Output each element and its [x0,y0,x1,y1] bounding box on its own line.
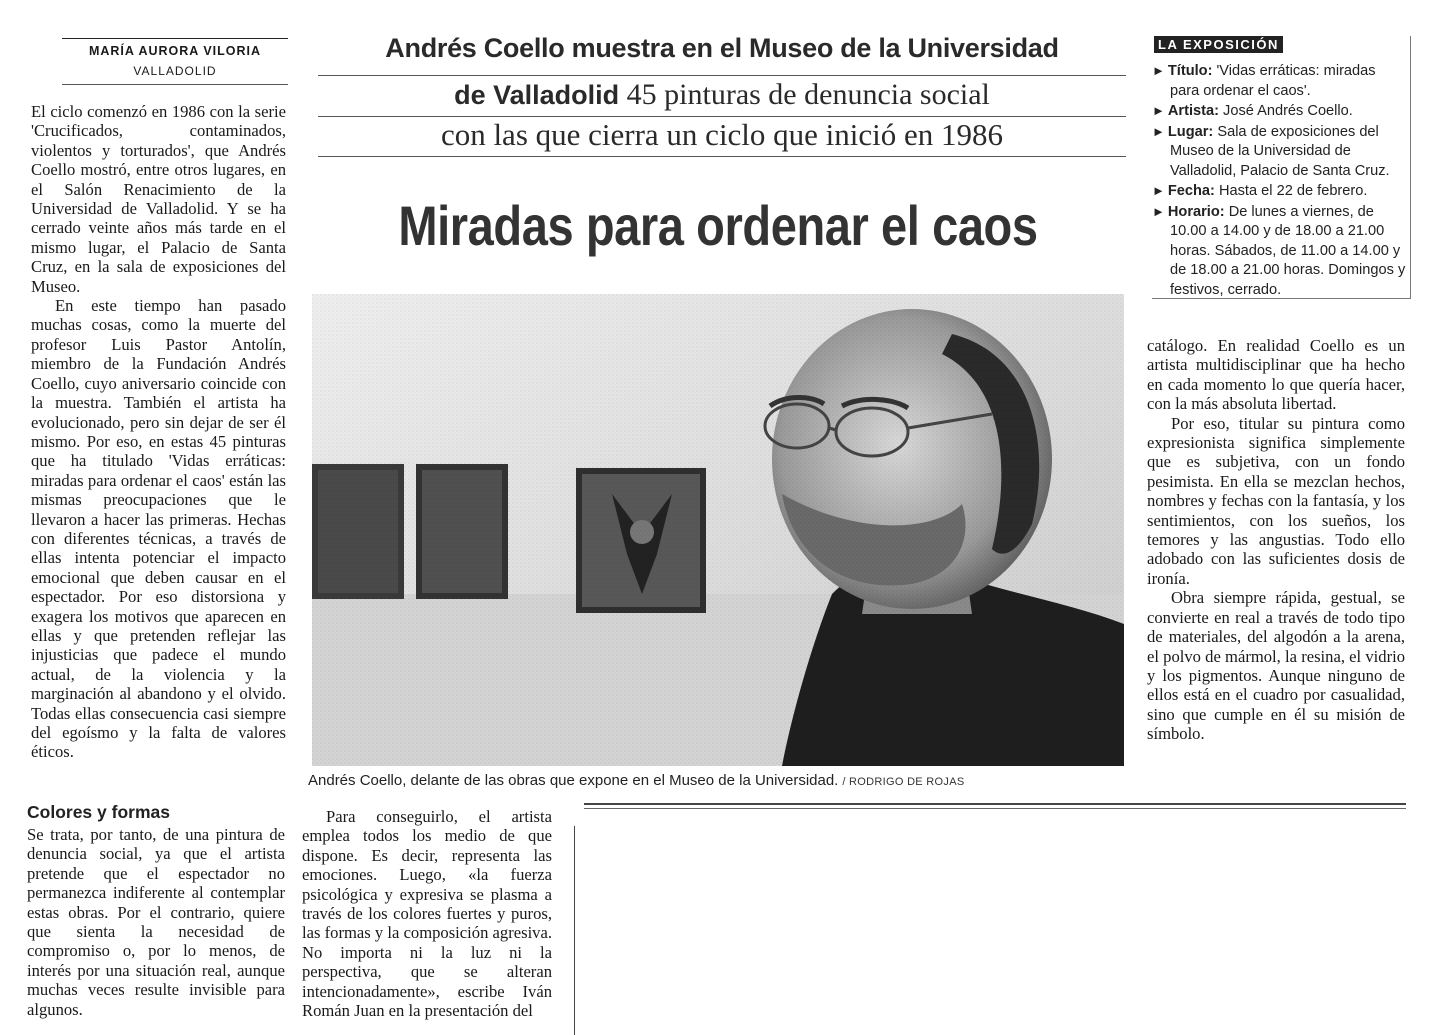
col1-paragraph-2: En este tiempo han pasado muchas cosas, como la muerte del profesor Luis Pastor Antolín, miembro de la Fundación Andrés Coello, cuyo aniversario coincide con la muestra. También el artista ha evolucionado, pero sin dejar de ser él mismo. Por eso, en estas 45 pinturas que ha titulado 'Vidas erráticas: miradas para ordenar el caos' están las mismas preocupaciones que le llevaron a hacer las primeras. Hechas con diferentes técnicas, a través de ellas intenta potenciar el impacto emocional que deben causar en el espectador. Por eso distorsiona y exagera los motivos que aparecen en ellas y que pretenden reflejar las injusticias que padece el mundo actual, de la violencia y la marginación al abandono y el olvido. Todas ellas consecuencia casi siempre del egoísmo y la falta de valores éticos. [31,296,286,762]
col1-paragraph-3: Se trata, por tanto, de una pintura de denuncia social, ya que el artista pretende que el espectador no permanezca indiferente al contemplar estas obras. Por el contrario, quiere que sienta la necesidad de compromiso o, por lo menos, de interés por una situación real, aunque muchas veces resulte invisible para algunos. [27,825,285,1019]
col1-paragraph-1: El ciclo comenzó en 1986 con la serie 'Crucificados, contaminados, violentos y torturados', que Andrés Coello mostró, entre otros lugares, en el Salón Renacimiento de la Universidad de Valladolid. Y se ha cerrado veinte años más tarde en el mismo lugar, el Palacio de Santa Cruz, en la sala de exposiciones del Museo. [31,102,286,296]
subhead-line-2-rest: 45 pinturas de denuncia social [619,78,990,111]
triangle-bullet-icon: ► [1152,203,1165,219]
infobox-item-artista: ► Artista: José Andrés Coello. [1152,103,1353,119]
infobox-item-fecha: ► Fecha: Hasta el 22 de febrero. [1152,183,1368,199]
column-1-continued [27,825,285,1019]
col4-paragraph-1: catálogo. En realidad Coello es un artista multidisciplinar que ha hecho en cada momento lo que quería hacer, con la más absoluta libertad. [1147,336,1405,414]
column-2 [302,807,552,1020]
infobox-list [1152,61,1408,300]
photo [312,294,1124,766]
column-4 [1147,336,1405,744]
col4-paragraph-3: Obra siempre rápida, gestual, se convierte en real a través de todo tipo de materiales, del algodón a la arena, el polvo de mármol, la resina, el vidrio y los pigmentos. Aunque ninguno de ellos está en el cuadro por casualidad, sino que cumple en él su misión de símbolo. [1147,588,1405,744]
photo-caption: Andrés Coello, delante de las obras que expone en el Museo de la Universidad. [308,772,839,789]
subhead-line-1: Andrés Coello muestra en el Museo de la Universidad [385,33,1059,63]
subhead-line-2 [318,78,1126,112]
infobox [1152,36,1411,299]
infobox-item-lugar: ► Lugar: Sala de exposiciones del Museo de la Universidad de Valladolid, Palacio de Santa Cruz. [1152,123,1390,179]
infobox-item-horario: ► Horario: De lunes a viernes, de 10.00 a 14.00 y de 18.00 a 21.00 horas. Sábados, de 11.00 a 14.00 y de 18.00 a 21.00 horas. Domingos y festivos, cerrado. [1152,203,1406,298]
triangle-bullet-icon: ► [1152,63,1165,78]
col1-subhead: Colores y formas [27,802,170,822]
subhead-line-3: con las que cierra un ciclo que inició en 1986 [440,117,1004,152]
triangle-bullet-icon: ► [1152,103,1165,118]
col4-paragraph-2: Por eso, titular su pintura como expresionista significa simplemente que es subjetiva, con un fondo pesimista. En ella se mezclan hechos, nombres y fechas con la fantasía, y los sentimientos, con los sueños, los temores y las angustias. Todo ello adobado con las suficientes dosis de ironía. [1147,413,1405,588]
infobox-item-titulo: ► Título: 'Vidas erráticas: miradas para ordenar el caos'. [1152,63,1376,99]
byline-city: VALLADOLID [133,64,217,78]
triangle-bullet-icon: ► [1152,123,1165,139]
photo-credit: / RODRIGO DE ROJAS [842,776,965,788]
infobox-title: LA EXPOSICIÓN [1154,36,1283,53]
column-1 [31,102,286,762]
byline-author: MARÍA AURORA VILORIA [88,44,262,58]
photo-caption-row [308,772,1128,790]
photo-illustration [312,294,1124,766]
triangle-bullet-icon: ► [1152,183,1165,198]
headline: Miradas para ordenar el caos [398,194,1038,257]
col2-paragraph-1: Para conseguirlo, el artista emplea todos los medio de que dispone. Es decir, representa las emociones. Luego, «la fuerza psicológica y expresiva se plasma a través de los colores fuertes y puros, las formas y la composición agresiva. No importa ni la luz ni la perspectiva, que se alteran intencionadamente», escribe Iván Román Juan en la presentación del [302,807,552,1021]
subhead-line-2-bold: de Valladolid [454,80,620,110]
